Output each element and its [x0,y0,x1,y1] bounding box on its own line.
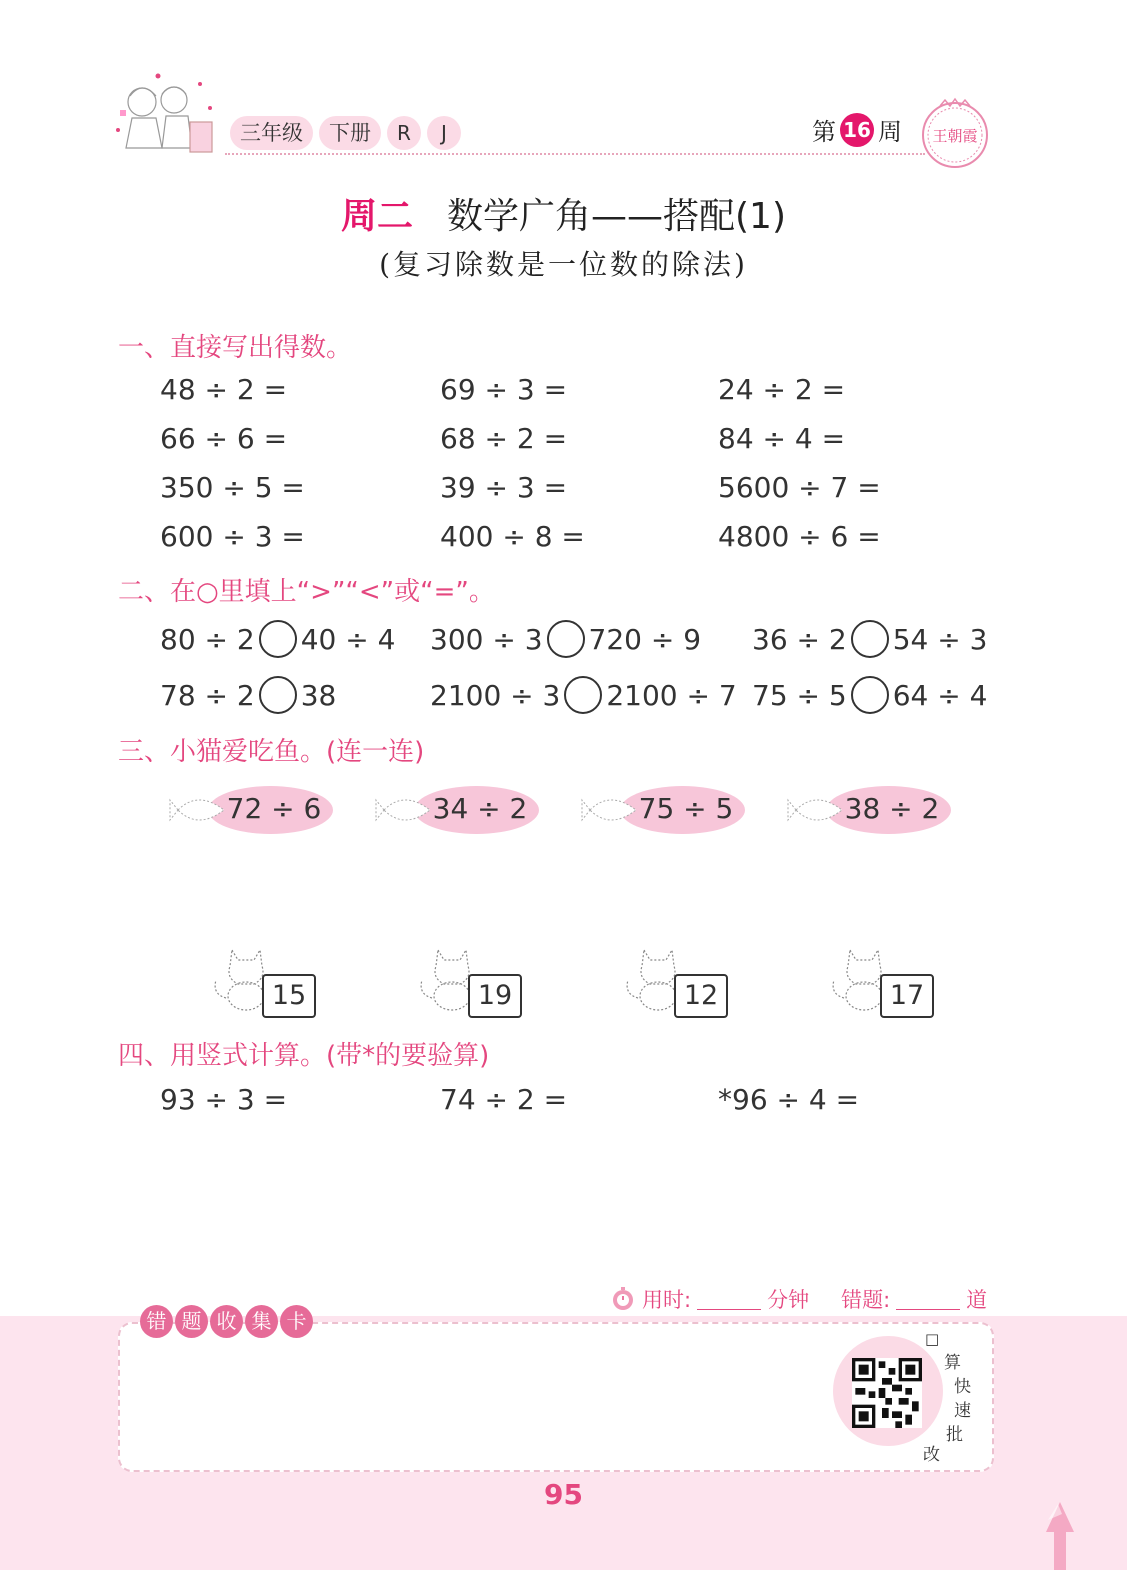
answer-circle[interactable] [851,676,889,714]
page-title [0,188,1127,239]
volume-chip: 下册 [319,116,381,150]
time-label: 用时: [642,1288,692,1312]
fish-expression: 72 ÷ 6 [226,792,322,825]
problem: 68 ÷ 2 = [440,422,568,455]
problem: 4800 ÷ 6 = [718,520,881,553]
card-title-char: 题 [175,1305,208,1338]
comparison [752,676,987,714]
comparison [430,676,737,714]
qr-side-char: 快 [954,1377,971,1397]
time-blank[interactable] [697,1289,761,1310]
card-title-char: 卡 [280,1305,313,1338]
cat-number: 19 [468,974,522,1018]
edition-letter: J [427,116,461,150]
left-expr: 2100 ÷ 3 [430,678,561,712]
week-suffix: 周 [878,118,902,146]
problem: 24 ÷ 2 = [718,373,846,406]
cat-card[interactable] [828,942,938,1018]
fish-expression: 34 ÷ 2 [432,792,528,825]
problem: 400 ÷ 8 = [440,520,585,553]
problem: *96 ÷ 4 = [718,1083,860,1116]
card-title-char: 收 [210,1305,243,1338]
cat-number: 12 [674,974,728,1018]
qr-code-icon[interactable] [852,1358,922,1428]
stopwatch-icon [610,1286,636,1312]
problem: 84 ÷ 4 = [718,422,846,455]
qr-side-char: 批 [946,1425,963,1445]
page-subtitle: (复习除数是一位数的除法) [379,248,748,281]
section-3-heading: 三、小猫爱吃鱼。(连一连) [118,737,425,767]
right-expr: 54 ÷ 3 [892,622,988,656]
author-seal-logo [918,96,992,170]
right-expr: 38 [300,678,337,712]
answer-circle[interactable] [564,676,602,714]
problem: 350 ÷ 5 = [160,471,305,504]
section-4-heading: 四、用竖式计算。(带*的要验算) [118,1041,490,1071]
week-indicator [812,112,902,147]
left-expr: 80 ÷ 2 [160,622,255,656]
kids-illustration [112,70,222,165]
left-expr: 36 ÷ 2 [752,622,847,656]
grade-label [230,116,461,150]
section-1-heading: 一、直接写出得数。 [118,333,353,363]
card-title-char: 错 [140,1305,173,1338]
fish-expression: 38 ÷ 2 [844,792,940,825]
errors-unit: 道 [966,1288,988,1312]
left-expr: 78 ÷ 2 [160,678,255,712]
page-number: 95 [544,1478,583,1511]
qr-side-char: 改 [923,1445,940,1465]
cat-card[interactable] [622,942,732,1018]
right-expr: 40 ÷ 4 [300,622,396,656]
errors-label: 错题: [841,1288,891,1312]
comparison [160,676,336,714]
right-expr: 64 ÷ 4 [892,678,988,712]
problem: 48 ÷ 2 = [160,373,288,406]
errors-blank[interactable] [896,1289,960,1310]
cat-number: 17 [880,974,934,1018]
problem: 69 ÷ 3 = [440,373,568,406]
fish-card[interactable] [374,784,554,836]
svg-text:王朝霞: 王朝霞 [932,127,978,145]
fish-card[interactable] [168,784,348,836]
left-expr: 300 ÷ 3 [430,622,543,656]
time-unit: 分钟 [767,1288,810,1312]
problem: 93 ÷ 3 = [160,1083,288,1116]
title-main: 数学广角——搭配(1) [447,196,786,237]
up-arrow-icon [1040,1500,1080,1570]
comparison [752,620,987,658]
right-expr: 720 ÷ 9 [588,622,702,656]
header-divider [225,153,925,155]
right-expr: 2100 ÷ 7 [606,678,737,712]
problem: 39 ÷ 3 = [440,471,568,504]
problem: 66 ÷ 6 = [160,422,288,455]
comparison [160,620,395,658]
week-number: 16 [840,113,874,147]
card-title [140,1305,313,1338]
time-errors-line [610,1284,987,1314]
qr-side-char: 算 [944,1353,961,1373]
qr-corner-mark: □ [925,1330,940,1348]
answer-circle[interactable] [547,620,585,658]
week-prefix: 第 [812,118,836,146]
grade-chip: 三年级 [230,116,313,150]
fish-card[interactable] [580,784,760,836]
cat-card[interactable] [416,942,526,1018]
section-2-heading: 二、在○里填上“>”“<”或“=”。 [118,577,495,607]
cat-number: 15 [262,974,316,1018]
comparison [430,620,701,658]
answer-circle[interactable] [851,620,889,658]
answer-circle[interactable] [259,676,297,714]
fish-expression: 75 ÷ 5 [638,792,734,825]
answer-circle[interactable] [259,620,297,658]
problem: 600 ÷ 3 = [160,520,305,553]
cat-card[interactable] [210,942,320,1018]
fish-card[interactable] [786,784,966,836]
edition-letter: R [387,116,421,150]
problem: 74 ÷ 2 = [440,1083,568,1116]
problem: 5600 ÷ 7 = [718,471,881,504]
left-expr: 75 ÷ 5 [752,678,847,712]
title-day: 周二 [340,196,413,237]
qr-side-char: 速 [954,1401,971,1421]
card-title-char: 集 [245,1305,278,1338]
